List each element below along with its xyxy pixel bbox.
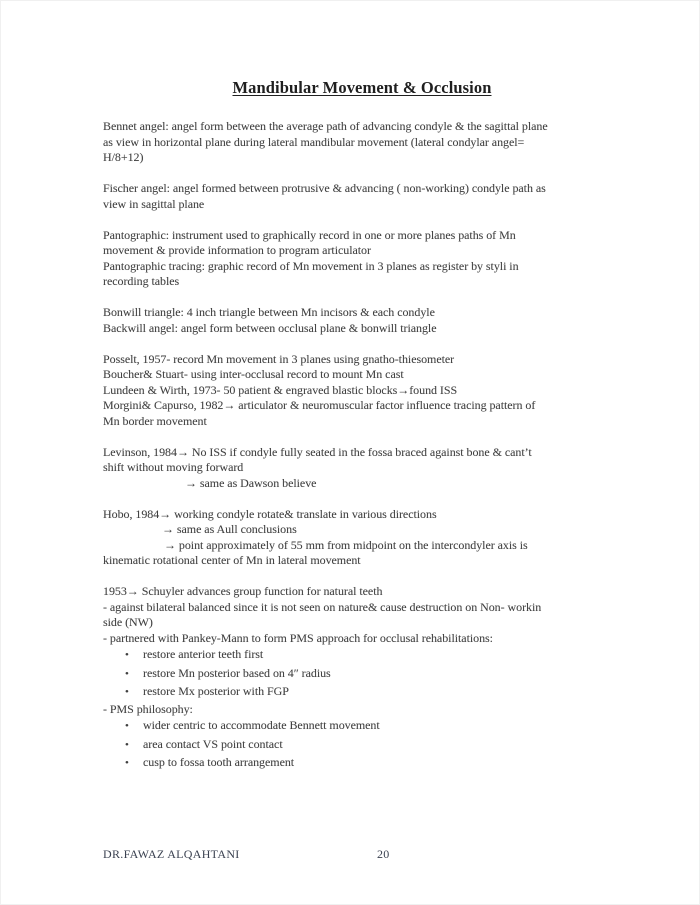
text-line: → same as Dawson believe	[185, 475, 317, 490]
bullet-item	[103, 646, 643, 665]
paragraph	[103, 352, 643, 430]
bullet-icon: •	[125, 720, 129, 732]
text-line: movement & provide information to program articulator	[103, 243, 371, 257]
text-line: Bonwill triangle: 4 inch triangle between Mn incisors & each condyle	[103, 305, 435, 319]
footer-page-number: 20	[377, 847, 390, 860]
text-line: H/8+12)	[103, 150, 144, 164]
paragraph	[103, 445, 643, 492]
bullet-text: cusp to fossa tooth arrangement	[143, 755, 295, 769]
text-line: shift without moving forward	[103, 460, 244, 474]
paragraph	[103, 305, 643, 336]
bullet-item	[103, 665, 643, 684]
text-line: Backwill angel: angel form between occlusal plane & bonwill triangle	[103, 320, 437, 335]
text-line: Morgini& Capurso, 1982→ articulator & neuromuscular factor influence tracing pattern of	[103, 398, 536, 412]
bullet-item	[103, 717, 643, 736]
text-line: → point approximately of 55 mm from midpoint on the intercondyler axis is	[164, 537, 528, 552]
bullet-text: restore Mn posterior based on 4″ radius	[143, 665, 331, 680]
bullet-icon: •	[125, 649, 129, 661]
document-body	[103, 119, 643, 788]
text-line: as view in horizontal plane during lateral mandibular movement (lateral condylar angel=	[103, 134, 525, 149]
text-line: Boucher& Stuart- using inter-occlusal record to mount Mn cast	[103, 367, 404, 381]
text-line: Hobo, 1984→ working condyle rotate& translate in various directions	[103, 506, 437, 521]
bullet-text: wider centric to accommodate Bennett movement	[143, 718, 380, 732]
bullet-icon: •	[125, 667, 129, 680]
text-line: Pantographic tracing: graphic record of Mn movement in 3 planes as register by styli in	[103, 258, 519, 273]
bullet-text: restore Mx posterior with FGP	[143, 684, 289, 698]
paragraph	[103, 584, 643, 773]
text-line: - PMS philosophy:	[103, 701, 193, 716]
text-line: Fischer angel: angel formed between protrusive & advancing ( non-working) condyle path as	[103, 181, 546, 195]
text-line: Posselt, 1957- record Mn movement in 3 planes using gnatho-thiesometer	[103, 351, 455, 366]
bullet-item	[103, 736, 643, 755]
paragraph	[103, 181, 643, 212]
footer-author: DR.FAWAZ ALQAHTANI	[103, 847, 240, 860]
text-line: Levinson, 1984→ No ISS if condyle fully seated in the fossa braced against bone & cant’t	[103, 444, 532, 459]
bullet-icon: •	[125, 738, 129, 751]
bullet-icon: •	[125, 686, 129, 698]
text-line: - partnered with Pankey-Mann to form PMS approach for occlusal rehabilitations:	[103, 630, 493, 645]
bullet-text: restore anterior teeth first	[143, 647, 264, 661]
text-line: - against bilateral balanced since it is not seen on nature& cause destruction on Non- workin	[103, 599, 542, 614]
text-line: recording tables	[103, 274, 180, 288]
paragraph	[103, 228, 643, 290]
text-line: Lundeen & Wirth, 1973- 50 patient & engraved blastic blocks→found ISS	[103, 382, 458, 397]
text-line: Mn border movement	[103, 413, 207, 428]
text-line: side (NW)	[103, 615, 153, 629]
text-line: view in sagittal plane	[103, 196, 205, 211]
bullet-text: area contact VS point contact	[143, 736, 283, 751]
bullet-item	[103, 683, 643, 702]
paragraph	[103, 119, 643, 166]
text-line: 1953→ Schuyler advances group function for natural teeth	[103, 584, 383, 598]
bullet-item	[103, 754, 643, 773]
text-line: → same as Aull conclusions	[162, 522, 297, 536]
text-line: kinematic rotational center of Mn in lateral movement	[103, 553, 361, 567]
page-footer	[103, 847, 621, 860]
bullet-icon: •	[125, 757, 129, 769]
page-title: Mandibular Movement & Occlusion	[232, 78, 492, 97]
text-line: Bennet angel: angel form between the average path of advancing condyle & the sagittal plane	[103, 119, 548, 133]
text-line: Pantographic: instrument used to graphically record in one or more planes paths of Mn	[103, 227, 516, 242]
paragraph	[103, 507, 643, 569]
